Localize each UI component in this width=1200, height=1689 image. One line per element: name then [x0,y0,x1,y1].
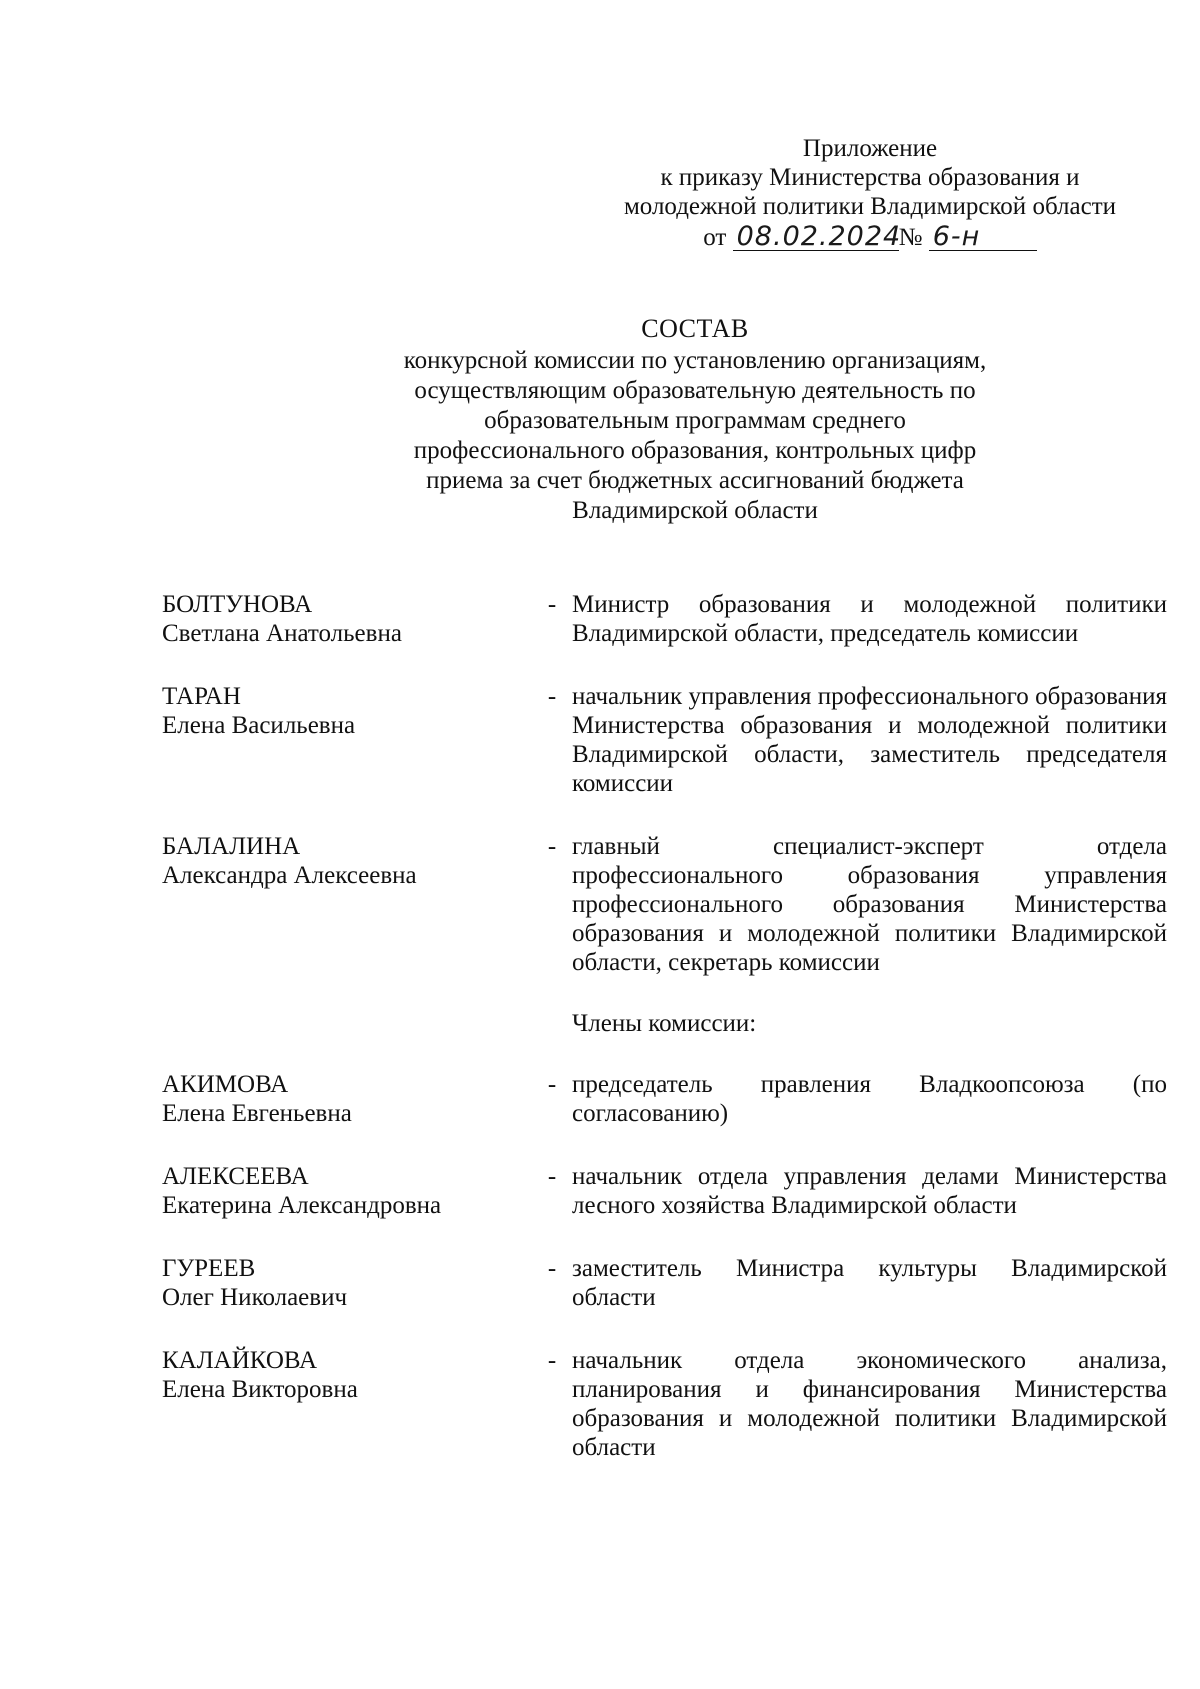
dash-separator: - [547,1255,557,1282]
member-given-name: Александра Алексеевна [162,862,417,889]
member-surname: ТАРАН [162,683,241,710]
member-row [162,1070,1167,1128]
order-date-number [560,223,1180,252]
member-row [162,1162,1167,1220]
appendix-header [560,134,1180,252]
member-name [162,1346,532,1404]
members-heading: Члены комиссии: [572,1010,757,1037]
member-surname: АКИМОВА [162,1071,289,1098]
handwritten-date: 08.02.2024 [733,224,899,251]
member-row [162,1254,1167,1312]
member-row [162,832,1167,977]
dash-separator: - [547,833,557,860]
member-name [162,1254,532,1312]
title-line: Владимирской области [572,497,818,524]
member-given-name: Олег Николаевич [162,1284,348,1311]
member-surname: БАЛАЛИНА [162,833,301,860]
title-line: приема за счет бюджетных ассигнований бюджета [426,467,964,494]
member-row [162,1346,1167,1462]
title-heading: СОСТАВ [641,314,749,343]
member-surname: БОЛТУНОВА [162,591,313,618]
appendix-order-line: к приказу Министерства образования и [660,164,1080,191]
member-given-name: Екатерина Александровна [162,1192,442,1219]
appendix-ministry-line: молодежной политики Владимирской области [623,193,1117,220]
title-line: образовательным программам среднего [484,407,906,434]
title-line: конкурсной комиссии по установлению организациям, [403,347,987,374]
member-role: заместитель Министра культуры Владимирской области [572,1255,1167,1311]
dash-separator: - [547,591,557,618]
appendix-label: Приложение [802,135,938,162]
handwritten-number: 6-н [929,224,1037,251]
member-name [162,1070,532,1128]
member-given-name: Светлана Анатольевна [162,620,402,647]
title-line: осуществляющим образовательную деятельность по [414,377,976,404]
member-role: начальник отдела управления делами Министерства лесного хозяйства Владимирской области [572,1163,1167,1219]
member-role: начальник отдела экономического анализа, планирования и финансирования Министерства образования и молодежной политики Владимирской области [572,1347,1167,1461]
member-name [162,1162,532,1220]
member-role: Министр образования и молодежной политики Владимирской области, председатель комиссии [572,591,1167,647]
dash-separator: - [547,1347,557,1374]
member-name [162,682,532,740]
member-row [162,590,1167,648]
member-given-name: Елена Васильевна [162,712,356,739]
member-given-name: Елена Викторовна [162,1376,358,1403]
document-title [300,314,1090,526]
dash-separator: - [547,683,557,710]
member-surname: АЛЕКСЕЕВА [162,1163,309,1190]
member-name [162,590,532,648]
dash-separator: - [547,1163,557,1190]
member-role: главный специалист-эксперт отдела профессионального образования управления профессионального образования Министерства образования и молодежной политики Владимирской области, секретарь комиссии [572,833,1167,976]
member-role: председатель правления Владкоопсоюза (по согласованию) [572,1071,1167,1127]
member-given-name: Елена Евгеньевна [162,1100,352,1127]
member-surname: КАЛАЙКОВА [162,1347,318,1374]
member-name [162,832,532,890]
member-role: начальник управления профессионального образования Министерства образования и молодежной политики Владимирской области, заместитель председателя комиссии [572,683,1167,797]
title-line: профессионального образования, контрольных цифр [413,437,977,464]
commission-list [162,590,1167,1462]
dash-separator: - [547,1071,557,1098]
member-surname: ГУРЕЕВ [162,1255,256,1282]
date-prefix: от [703,224,727,251]
member-row [162,682,1167,798]
number-sign: № [898,224,923,251]
